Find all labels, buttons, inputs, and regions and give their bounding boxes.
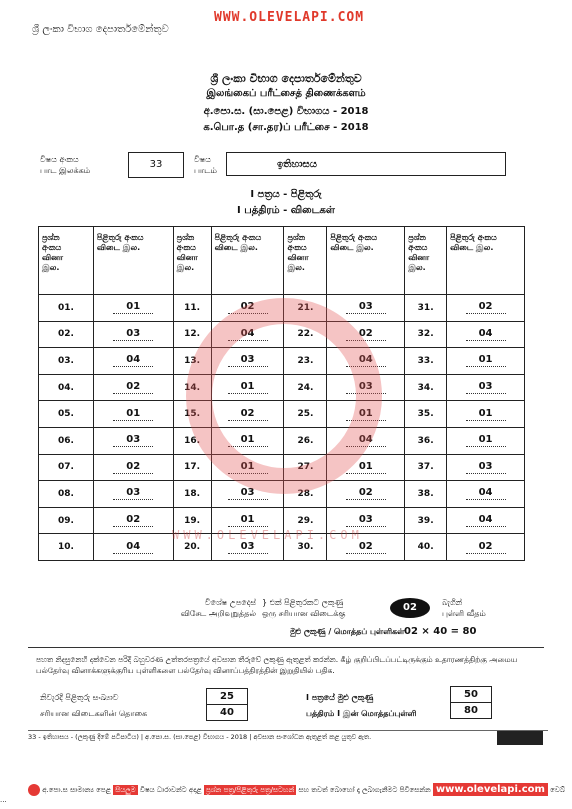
header-question: ප්‍රශ්න අංකය வினா இல.	[39, 227, 94, 295]
marks-unit: බැගින් புள்ளி வீதம்	[442, 598, 486, 618]
answer-cell	[327, 481, 405, 508]
site-header[interactable]: WWW.OLEVELAPI.COM	[214, 10, 365, 25]
question-number: 37.	[405, 454, 447, 481]
question-number: 31.	[405, 295, 447, 322]
title-line-2: இலங்கைப் பரீட்சைத் திணைக்களம்	[206, 88, 366, 99]
header-question: ප්‍රශ්න අංකය வினா இல.	[284, 227, 327, 295]
answer-value: 01	[113, 408, 153, 421]
question-number: 39.	[405, 507, 447, 534]
question-number: 19.	[173, 507, 211, 534]
question-number: 25.	[284, 401, 327, 428]
header-answer: පිළිතුරු අංකය விடை இல.	[447, 227, 525, 295]
answer-value: 03	[228, 354, 268, 367]
subject-code-label: විෂය අංකය பாட இலக்கம்	[40, 155, 91, 175]
question-number: 14.	[173, 374, 211, 401]
answer-cell	[93, 534, 173, 561]
correct-value-2: 40	[206, 704, 248, 721]
correct-label: නිවැරදි පිළිතුරු සංඛ්‍යාව சரியான விடைகளின் தொகை	[40, 693, 148, 718]
answer-value: 02	[113, 381, 153, 394]
answer-value: 04	[113, 541, 153, 554]
footer-dark-box	[497, 731, 543, 745]
answer-value: 03	[346, 514, 386, 527]
subject-name-box: ඉතිහාසය	[226, 152, 506, 176]
paper-total-label: I පත්‍රයේ මුළු ලකුණු பத்திரம் I இன் மொத்தப்புள்ளி	[306, 693, 417, 718]
question-number: 06.	[39, 427, 94, 454]
question-number: 12.	[173, 321, 211, 348]
answer-value: 02	[466, 301, 506, 314]
question-number: 33.	[405, 348, 447, 375]
top-left-heading: ශ්‍රී ලංකා විභාග දෙපාර්තමේන්තුව	[32, 24, 169, 35]
question-number: 17.	[173, 454, 211, 481]
answer-value: 02	[466, 541, 506, 554]
answer-cell	[93, 348, 173, 375]
question-number: 04.	[39, 374, 94, 401]
question-number: 10.	[39, 534, 94, 561]
total-expression: 02 × 40 = 80	[404, 626, 477, 637]
table-header-row	[39, 227, 525, 295]
answer-cell	[447, 427, 525, 454]
question-number: 08.	[39, 481, 94, 508]
answer-cell	[93, 321, 173, 348]
header-answer: පිළිතුරු අංකය விடை இல.	[327, 227, 405, 295]
answer-value: 01	[228, 381, 268, 394]
answer-value: 02	[346, 328, 386, 341]
answer-cell	[447, 321, 525, 348]
answer-value: 03	[228, 487, 268, 500]
answer-cell	[447, 348, 525, 375]
question-number: 27.	[284, 454, 327, 481]
answer-cell	[93, 401, 173, 428]
answer-cell	[93, 481, 173, 508]
title-line-4: க.பொ.த (சா.தர)ப் பரீட்சை - 2018	[203, 122, 369, 133]
answer-cell	[447, 507, 525, 534]
footer-site-link[interactable]: www.olevelapi.com	[433, 783, 548, 796]
paper-total-value-2: 80	[450, 702, 492, 719]
logo-icon	[28, 784, 40, 796]
answer-value: 03	[346, 301, 386, 314]
answer-value: 03	[346, 381, 386, 394]
header-question: ප්‍රශ්න අංකය வினா இல.	[405, 227, 447, 295]
per-answer-label: } එක් පිළිතුරකට ලකුණු ஒரு சரியான விடைக்கு	[262, 598, 346, 618]
question-number: 23.	[284, 348, 327, 375]
note-text: පහත නිදසුනෙහි දක්වෙන පරිදි බහුවරණ උත්තරපත්‍රයේ අවසාන තීරුවේ ලකුණු ඇතුළත් කරන්න. கீழ் குறிப்பிடப்பட்டிருக்கும் உதாரணத்திற்கு அமைய பல்தேர்வு வினாக்களுக்குரிய புள்ளிகளை பல்தேர்வு வினாப்பத்திரத்தின் இறுதியில் பதிக.	[36, 655, 518, 675]
question-number: 24.	[284, 374, 327, 401]
question-number: 15.	[173, 401, 211, 428]
answer-value: 01	[346, 408, 386, 421]
answer-value: 04	[466, 514, 506, 527]
answer-value: 01	[346, 461, 386, 474]
question-number: 05.	[39, 401, 94, 428]
answer-cell	[447, 481, 525, 508]
answer-value: 04	[113, 354, 153, 367]
question-number: 09.	[39, 507, 94, 534]
question-number: 20.	[173, 534, 211, 561]
answer-value: 02	[228, 301, 268, 314]
watermark-text: WWW.OLEVELAPI.COM	[172, 528, 363, 542]
answer-cell	[93, 295, 173, 322]
answer-cell	[447, 454, 525, 481]
question-number: 11.	[173, 295, 211, 322]
answer-value: 01	[228, 461, 268, 474]
answer-value: 04	[466, 328, 506, 341]
question-number: 32.	[405, 321, 447, 348]
answer-value: 01	[113, 301, 153, 314]
question-number: 35.	[405, 401, 447, 428]
question-number: 29.	[284, 507, 327, 534]
question-number: 02.	[39, 321, 94, 348]
question-number: 22.	[284, 321, 327, 348]
answer-value: 01	[466, 354, 506, 367]
answer-value: 01	[228, 514, 268, 527]
answer-value: 03	[466, 461, 506, 474]
special-label: විශේෂ උපදෙස් விசேட அறிவுறுத்தல்	[180, 598, 256, 618]
question-number: 21.	[284, 295, 327, 322]
question-number: 38.	[405, 481, 447, 508]
question-number: 34.	[405, 374, 447, 401]
question-number: 30.	[284, 534, 327, 561]
answer-value: 02	[113, 461, 153, 474]
answer-cell	[93, 374, 173, 401]
answer-value: 02	[346, 487, 386, 500]
subject-code-box: 33	[128, 152, 184, 178]
question-number: 03.	[39, 348, 94, 375]
title-line-3: අ.පො.ස. (සා.පෙළ) විභාගය - 2018	[203, 106, 369, 117]
answer-value: 01	[466, 408, 506, 421]
answer-value: 03	[113, 328, 153, 341]
answer-cell	[447, 374, 525, 401]
answer-cell	[447, 534, 525, 561]
question-number: 13.	[173, 348, 211, 375]
answer-cell	[93, 507, 173, 534]
question-number: 26.	[284, 427, 327, 454]
subject-name-label: විෂය பாடம்	[194, 155, 217, 175]
question-number: 01.	[39, 295, 94, 322]
marks-per-answer: 02	[390, 598, 430, 618]
header-answer: පිළිතුරු අංකය விடை இல.	[211, 227, 284, 295]
answer-cell	[93, 454, 173, 481]
answer-value: 02	[228, 408, 268, 421]
answer-value: 03	[113, 487, 153, 500]
answer-value: 01	[466, 434, 506, 447]
question-number: 07.	[39, 454, 94, 481]
paper-total-value-1: 50	[450, 686, 492, 703]
question-number: 16.	[173, 427, 211, 454]
header-answer: පිළිතුරු අංකය விடை இல.	[93, 227, 173, 295]
answer-cell	[93, 427, 173, 454]
question-number: 18.	[173, 481, 211, 508]
paper-title-1: I පත්‍රය - පිළිතුරු	[250, 189, 322, 200]
page-footer: 33 - ඉතිහාසය - (ලකුණු දීමේ පටිපාටිය) | අ.පො.ස. (සා.පෙළ) විභාගය - 2018 | අවසාන සංශෝධන ඇතුළත් කළ යුතුව ඇත.	[28, 730, 548, 742]
watermark-logo	[186, 298, 382, 494]
answer-value: 03	[466, 381, 506, 394]
answer-value: 04	[346, 434, 386, 447]
answer-value: 03	[113, 434, 153, 447]
bottom-banner: අ.පො.ස සාමාන්‍ය පෙළ සියලුම විෂය ධාරාවන්ට අදාළ ප්‍රශ්න පත්‍ර/පිළිතුරු පත්‍ර/සටහන් සහ තවත් බොහෝ දෑ ලබාගැනීමට පිවිසෙන්න www.olevelapi.com වෙබ් ...	[0, 784, 565, 804]
answer-value: 02	[346, 541, 386, 554]
question-number: 40.	[405, 534, 447, 561]
divider	[28, 647, 544, 648]
header-question: ප්‍රශ්න අංකය வினா இல.	[173, 227, 211, 295]
total-label: මුළු ලකුණු / மொத்தப் புள்ளிகள்	[290, 627, 405, 636]
answer-value: 01	[228, 434, 268, 447]
answer-value: 02	[113, 514, 153, 527]
answer-value: 04	[346, 354, 386, 367]
paper-title-2: I பத்திரம் - விடைகள்	[237, 205, 335, 216]
correct-value-1: 25	[206, 688, 248, 705]
answer-cell	[447, 401, 525, 428]
answer-value: 04	[466, 487, 506, 500]
question-number: 28.	[284, 481, 327, 508]
answer-value: 04	[228, 328, 268, 341]
question-number: 36.	[405, 427, 447, 454]
answer-cell	[447, 295, 525, 322]
title-line-1: ශ්‍රී ලංකා විභාග දෙපාර්තමේන්තුව	[210, 72, 362, 85]
answer-value: 03	[228, 541, 268, 554]
